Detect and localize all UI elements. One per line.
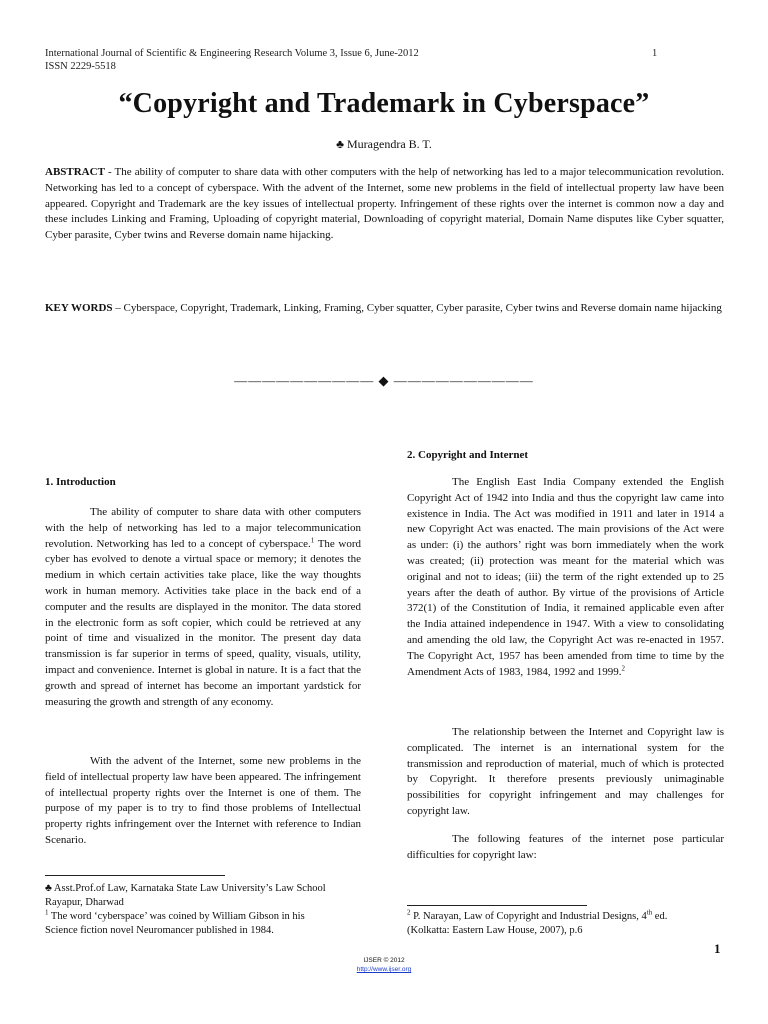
section2-paragraph-3: The following features of the internet pose particular difficulties for copyright law: (407, 833, 724, 861)
club-symbol-icon: ♣ (45, 883, 52, 894)
keywords-text: – Cyberspace, Copyright, Trademark, Linking, Framing, Cyber squatter, Cyber parasite, Cyber twins and Reverse domain name hijacking (112, 302, 722, 314)
journal-line: International Journal of Scientific & Engineering Research Volume 3, Issue 6, June-2012 (45, 48, 419, 59)
keywords-label: KEY WORDS (45, 302, 113, 314)
affiliation-line-2: Rayapur, Dharwad (45, 897, 124, 908)
footnote-rule-right (407, 905, 587, 906)
affiliation-note (45, 882, 375, 896)
footnote-2-number: 2 (407, 908, 411, 917)
page-number: 1 (714, 941, 721, 956)
abstract-text: - The ability of computer to share data with other computers with the help of networking has led to a major telecommunication revolution. Networking has led to a concept of cyberspace. With the advent of the Internet, some new problems in the field of intellectual property law have been appeared. Copyright and Trademark are the key issues of intellectual property. Infringement of these rights over the internet is common now a day and these includes Linking and Framing, Uploading of copyright material, Downloading of copyright material, Domain Name disputes like Cyber squatter, Cyber parasite, Cyber twins and Reverse domain name hijacking. (45, 166, 724, 242)
footnote-2-line-2: (Kolkatta: Eastern Law House, 2007), p.6 (407, 925, 583, 936)
section1-heading: 1. Introduction (45, 476, 116, 488)
footnote-2 (407, 910, 727, 924)
issn: ISSN 2229-5518 (45, 61, 116, 72)
section1-p1-text-a: The ability of computer to share data with other computers with the help of networking has led to a major telecommunication revolution. Networking has led to a concept of cyberspace. (45, 506, 361, 550)
header-page-number: 1 (652, 48, 658, 59)
footnote-ref-1: 1 (310, 535, 315, 544)
abstract (45, 165, 724, 244)
section2-paragraph-2: The relationship between the Internet and Copyright law is complicated. The internet is an international system for the transmission and reproduction of material, much of which is protected by Copyright. It therefore presents previously unimaginable possibilities for copyright infringement and may challenges for copyright law. (407, 726, 724, 817)
journal-url-link[interactable]: http://www.ijser.org (356, 966, 412, 973)
footnote-rule-left (45, 875, 225, 876)
author-name: Muragendra B. T. (347, 137, 432, 151)
section1-paragraph-1 (45, 505, 361, 710)
footnote-1 (45, 910, 375, 924)
footnote-2-text-b: ed. (652, 911, 668, 922)
section2-paragraph-1 (407, 475, 724, 680)
footer-url-container (0, 966, 768, 973)
abstract-label: ABSTRACT (45, 166, 105, 178)
author-line (0, 137, 768, 152)
section2-p1-text: The English East India Company extended the English Copyright Act of 1942 into India and thus the copyright law came into existence in India. The Act was modified in 1911 and later in 1914 a new Copyright Act was enacted. The main provisions of the Act were as under: (i) the authors’ right was born immediately when the work was created; (ii) protection was meant for the material which was original and not to ideas; (iii) the term of the right extended up to 25 years after the death of author. By virtue of the provisions of Article 372(1) of the Constitution of India, it remained applicable even after the India attained independence in 1947. With a view to consolidating and amending the old law, the Copyright Act was re-enacted in 1957. The Copyright Act, 1957 has been amended from time to time by the Amendment Acts of 1983, 1984, 1992 and 1999. (407, 476, 724, 678)
footnote-2-superscript: th (646, 908, 653, 917)
section1-p1-text-b: The word cyber has evolved to denote a virtual space or memory; it denotes the medium in which certain activities take place, like the way thoughts work in human memory. Activities take place in the back end of a computer and the results are displayed in the monitor. The data stored in the electronic form as soft copier, which could be retrieved at any point of time and visualized in the monitor. The present day data transmission is far superior in terms of speed, quality, visuals, utility, impact and convenience. Internet is global in nature. It is a fact that the growth and spread of internet has become an important yardstick for measuring the growth and strength of any economy. (45, 537, 361, 708)
footer-copyright: IJSER © 2012 (363, 957, 405, 964)
affiliation-line-1: Asst.Prof.of Law, Karnataka State Law University’s Law School (51, 883, 326, 894)
footnote-1-line-2: Science fiction novel Neuromancer published in 1984. (45, 925, 274, 936)
section-divider: —————————— ◆ —————————— (234, 373, 534, 388)
club-symbol-icon: ♣ (336, 137, 344, 151)
footnote-1-number: 1 (45, 908, 49, 917)
footnotes-left (45, 882, 375, 938)
footnotes-right (407, 910, 727, 938)
paper-title: “Copyright and Trademark in Cyberspace” (118, 88, 650, 119)
section2-heading: 2. Copyright and Internet (407, 449, 529, 461)
footnote-1-line-1: The word ‘cyberspace’ was coined by William Gibson in his (48, 911, 305, 922)
journal-header (45, 47, 419, 73)
keywords (45, 301, 724, 317)
footnote-2-text-a: P. Narayan, Law of Copyright and Industrial Designs, 4 (410, 911, 647, 922)
section1-paragraph-2: With the advent of the Internet, some new problems in the field of intellectual property law have been appeared. The infringement of intellectual property rights over the Internet is one of them. The purpose of my paper is to try to find those problems of Intellectual property rights infringement over the Internet with reference to Indian Scenario. (45, 755, 361, 846)
footnote-ref-2: 2 (621, 663, 625, 672)
